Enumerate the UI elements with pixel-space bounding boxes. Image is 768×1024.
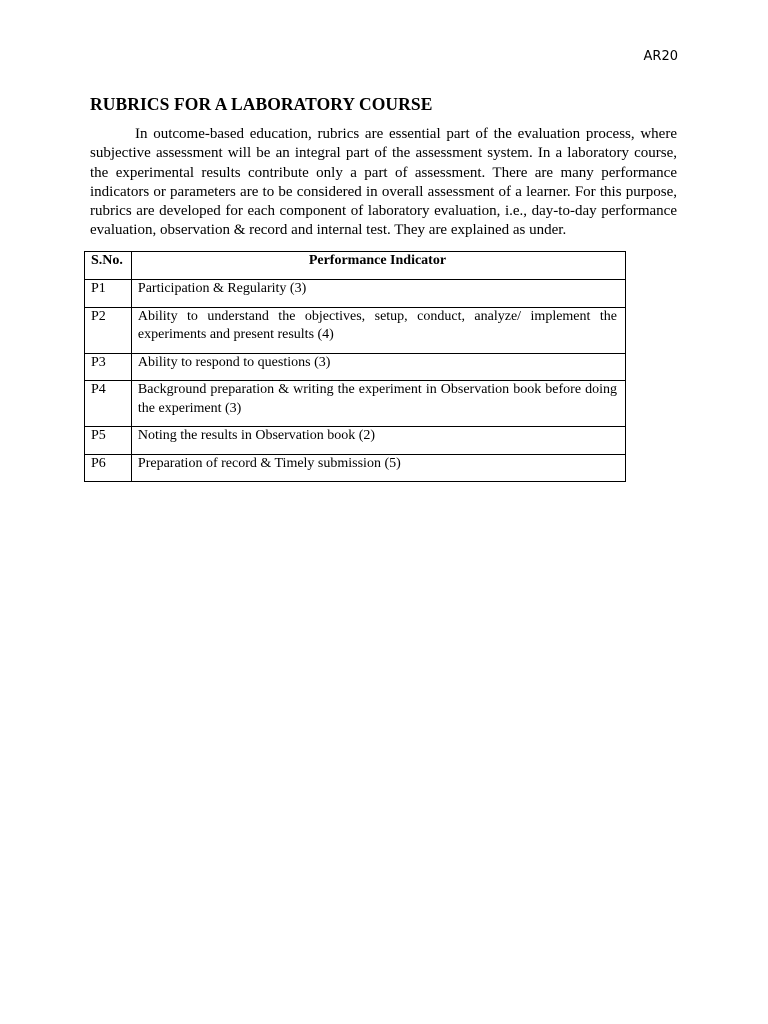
- table-header-row: [85, 252, 626, 280]
- table-row: [85, 353, 626, 381]
- rubrics-table: [84, 251, 626, 482]
- row-indicator: Ability to understand the objectives, setup, conduct, analyze/ implement the experiments and present results (4): [131, 307, 625, 353]
- row-sno: P5: [85, 427, 132, 455]
- column-header-sno: S.No.: [85, 252, 132, 280]
- row-indicator: Preparation of record & Timely submission (5): [131, 454, 625, 482]
- row-indicator: Background preparation & writing the experiment in Observation book before doing the experiment (3): [131, 381, 625, 427]
- page-code: AR20: [643, 49, 678, 64]
- section-title: RUBRICS FOR A LABORATORY COURSE: [90, 94, 433, 114]
- row-indicator: Participation & Regularity (3): [131, 280, 625, 308]
- column-header-indicator: Performance Indicator: [131, 252, 625, 280]
- row-sno: P2: [85, 307, 132, 353]
- table-row: [85, 280, 626, 308]
- row-sno: P6: [85, 454, 132, 482]
- table-row: [85, 454, 626, 482]
- row-sno: P3: [85, 353, 132, 381]
- row-indicator: Ability to respond to questions (3): [131, 353, 625, 381]
- table-row: [85, 307, 626, 353]
- table-row: [85, 427, 626, 455]
- row-sno: P1: [85, 280, 132, 308]
- row-indicator: Noting the results in Observation book (2): [131, 427, 625, 455]
- row-sno: P4: [85, 381, 132, 427]
- intro-paragraph: In outcome-based education, rubrics are essential part of the evaluation process, where subjective assessment will be an integral part of the assessment system. In a laboratory course, the experimental results contribute only a part of assessment. There are many performance indicators or parameters are to be considered in overall assessment of a learner. For this purpose, rubrics are developed for each component of laboratory evaluation, i.e., day-to-day performance evaluation, observation & record and internal test. They are explained as under.: [90, 126, 677, 239]
- table-row: [85, 381, 626, 427]
